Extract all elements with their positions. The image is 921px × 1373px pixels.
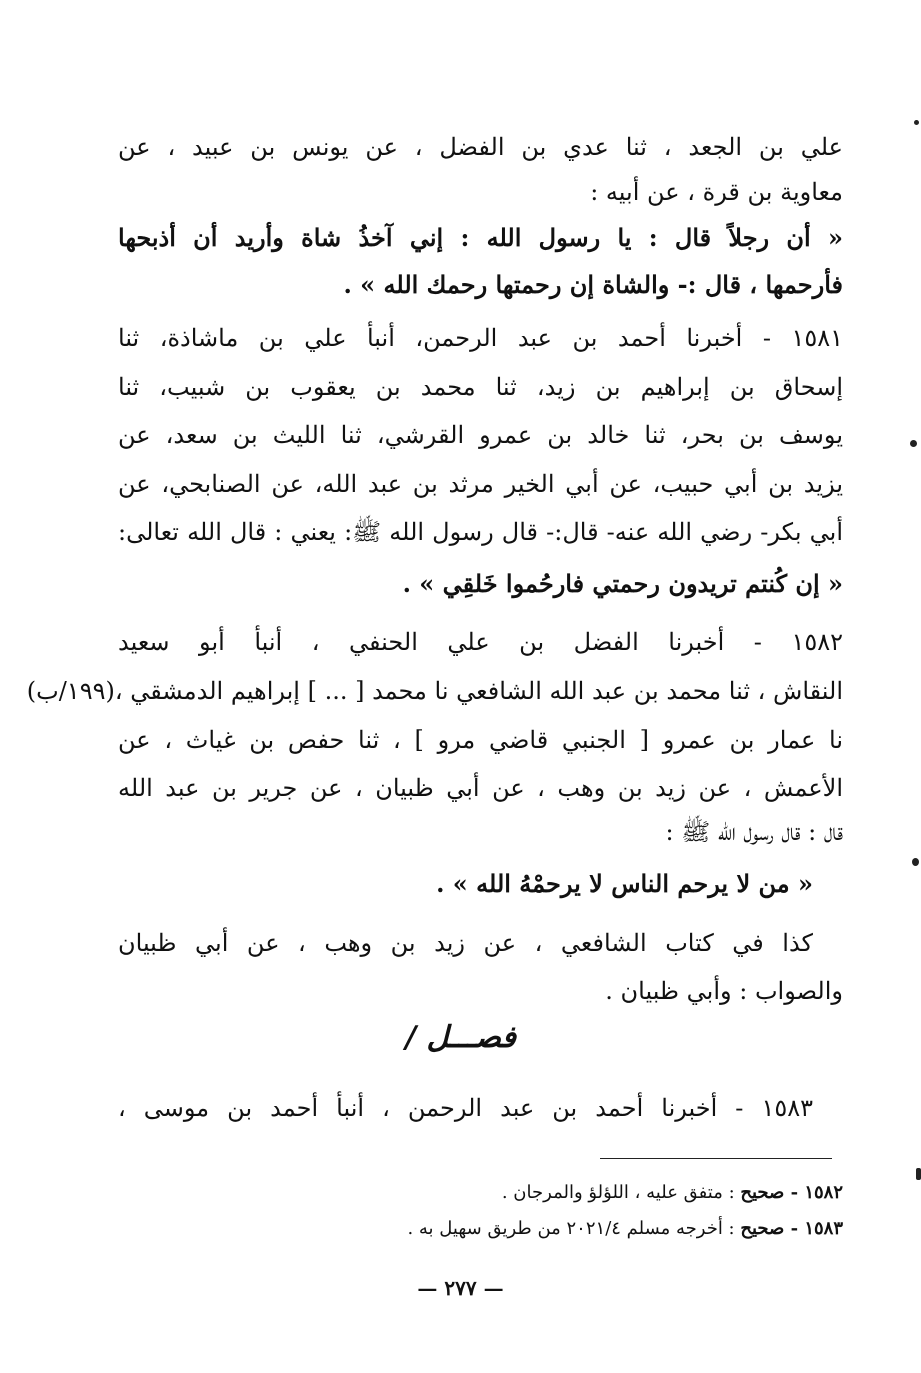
text-line: معاوية بن قرة ، عن أبيه : (590, 178, 843, 206)
text-line: يزيد بن أبي حبيب، عن أبي الخير مرثد بن عبد الله، عن الصنابحي، عن (118, 470, 843, 498)
footnote-text: : متفق عليه ، اللؤلؤ والمرجان . (501, 1182, 741, 1203)
scan-speck (916, 1168, 921, 1180)
hadith-1583-line: ١٥٨٣ - أخبرنا أحمد بن عبد الرحمن ، أنبأ أحمد بن موسى ، (118, 1094, 813, 1122)
text-line: قال : قال رسول الله ﷺ : (665, 818, 843, 846)
footnote-text: : أخرجه مسلم ٢٠٢١/٤ من طريق سهيل به . (407, 1218, 741, 1239)
hadith-text-line: « إن كُنتم تريدون رحمتي فارحُموا خَلقِي » . (402, 569, 843, 598)
footnote (407, 1214, 843, 1244)
hadith-text-line: « أن رجلاً قال : يا رسول الله : إني آخذُ شاة وأريد أن أذبحها (118, 223, 843, 252)
note-line: والصواب : وأبي ظبيان . (605, 977, 843, 1005)
text-line: علي بن الجعد ، ثنا عدي بن الفضل ، عن يونس بن عبيد ، عن (118, 133, 843, 161)
section-heading: فصـــل / (405, 1020, 516, 1055)
footnote-number: ١٥٨٢ - صحيح (740, 1182, 843, 1203)
footnote-separator (600, 1158, 832, 1159)
hadith-1581-line: ١٥٨١ - أخبرنا أحمد بن عبد الرحمن، أنبأ علي بن ماشاذة، ثنا (118, 324, 843, 352)
scan-speck (914, 120, 919, 125)
footnote (502, 1178, 843, 1208)
hadith-text-line: فأرحمها ، قال :- والشاة إن رحمتها رحمك الله » . (343, 270, 843, 299)
scan-speck (910, 440, 917, 447)
scan-speck (912, 858, 919, 866)
text-line: النقاش ، ثنا محمد بن عبد الله الشافعي نا محمد [ ... ] إبراهيم الدمشقي ،(١٩٩/ب) (26, 677, 843, 705)
text-line: نا عمار بن عمرو [ الجنبي قاضي مرو ] ، ثنا حفص بن غياث ، عن (118, 726, 843, 754)
text-line: يوسف بن بحر، ثنا خالد بن عمرو القرشي، ثنا الليث بن سعد، عن (118, 421, 843, 449)
note-line: كذا في كتاب الشافعي ، عن زيد بن وهب ، عن أبي ظبيان (118, 929, 813, 957)
text-line: أبي بكر- رضي الله عنه- قال:- قال رسول الله ﷺ: يعني : قال الله تعالى: (118, 518, 843, 546)
page-number: — ٢٧٧ — (417, 1276, 504, 1300)
text-line: إسحاق بن إبراهيم بن زيد، ثنا محمد بن يعقوب بن شبيب، ثنا (118, 373, 843, 401)
hadith-text-line: « من لا يرحم الناس لا يرحمْهُ الله » . (436, 869, 813, 898)
hadith-1582-line: ١٥٨٢ - أخبرنا الفضل بن علي الحنفي ، أنبأ أبو سعيد (118, 628, 843, 656)
footnote-number: ١٥٨٣ - صحيح (740, 1218, 843, 1239)
text-line: الأعمش ، عن زيد بن وهب ، عن أبي ظبيان ، عن جرير بن عبد الله (118, 774, 843, 802)
